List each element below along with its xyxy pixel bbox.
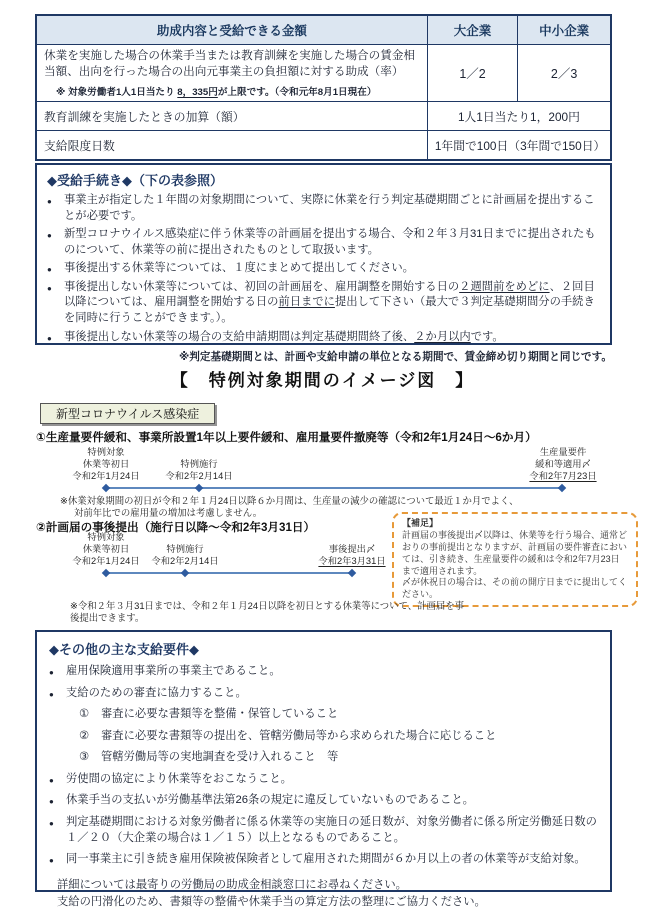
timeline-point-marker xyxy=(348,569,356,577)
procedure-box xyxy=(35,163,612,345)
item-text: 管轄労働局等の実地調査を受け入れること 等 xyxy=(101,751,339,764)
bullet-marker: ① xyxy=(79,708,90,721)
diagram-section1-heading: ①生産量要件緩和、事業所設置1年以上要件緩和、雇用量要件撤廃等（令和2年1月24日～6か月） xyxy=(36,431,537,444)
procedure-bullet xyxy=(47,227,600,258)
payment-limit-label: 支給限度日数 xyxy=(36,131,427,161)
bullet-marker: ● xyxy=(47,197,52,206)
requirement-bullet xyxy=(49,852,598,868)
table-row xyxy=(36,45,611,102)
requirements-bullet-list xyxy=(49,664,598,868)
bullet-marker: ② xyxy=(79,729,90,742)
timeline1-point3-label: 生産量要件 緩和等適用〆 令和2年7月23日 xyxy=(529,446,597,481)
requirement-bullet xyxy=(49,686,598,702)
rate-sme: 2／3 xyxy=(518,45,611,102)
bullet-marker: ● xyxy=(49,819,54,829)
item-text: 休業手当の支払いが労働基準法第26条の規定に違反していないものであること。 xyxy=(66,794,474,807)
bullet-marker: ● xyxy=(49,797,54,807)
requirement-bullet xyxy=(49,664,598,680)
item-text: 同一事業主に引き続き雇用保険被保険者として雇用された期間が６か月以上の者の休業等が支給対象。 xyxy=(66,853,586,866)
col-header-sme: 中小企業 xyxy=(518,15,611,45)
bullet-marker: ● xyxy=(47,265,52,275)
item-text: 事業主が指定した１年間の対象期間について、実際に休業を行う判定基礎期間ごとに計画届を提出することが必要です。 xyxy=(64,194,595,222)
timeline1-point2-label: 特例施行 令和2年2月14日 xyxy=(165,458,233,481)
requirement-bullet xyxy=(49,793,598,809)
timeline2-point1-label: 特例対象 休業等初日 令和2年1月24日 xyxy=(72,531,140,566)
bullet-marker: ● xyxy=(49,668,54,677)
requirement-bullet xyxy=(79,729,598,745)
timeline-point-marker xyxy=(102,569,110,577)
timeline2-point2-label: 特例施行 令和2年2月14日 xyxy=(151,543,219,566)
supplement-text-1: 計画届の事後提出〆以降は、休業等を行う場合、通常どおりの事前提出となりますが、計画届の要件審査においては、引き続き、生産量要件の緩和は令和2年7月23日まで適用されます。 xyxy=(402,529,628,576)
cooperation-note: 支給の円滑化のため、書類等の整備や休業手当の算定方法の整理にご協力ください。 xyxy=(57,895,486,908)
bullet-marker: ● xyxy=(49,689,54,699)
item-text: 労使間の協定により休業等をおこなうこと。 xyxy=(66,772,292,785)
timeline-point-marker xyxy=(558,484,566,492)
subsidy-table xyxy=(35,14,612,161)
rate-large-company: 1／2 xyxy=(427,45,517,102)
table-header-row xyxy=(36,15,611,45)
training-addition-value: 1人1日当たり1，200円 xyxy=(427,102,611,131)
subsidy-rate-label: 休業を実施した場合の休業手当または教育訓練を実施した場合の賃金相当額、出向を行った場合の出向元事業主の負担額に対する助成（率） xyxy=(44,49,416,78)
timeline2-note: ※令和２年３月31日までは、令和２年１月24日以降を初日とする休業等について、計画届を事後提出できます。 xyxy=(70,600,464,624)
item-text: 事後提出する休業等については、１度にまとめて提出してください。 xyxy=(64,262,414,275)
bullet-marker: ● xyxy=(47,283,52,293)
timeline-2 xyxy=(35,531,435,577)
bullet-marker: ③ xyxy=(79,751,90,764)
supplement-box xyxy=(392,512,638,607)
requirement-bullet xyxy=(49,815,598,846)
item-text: 新型コロナウイルス感染症に伴う休業等の計画届を提出する場合、令和２年３月31日までに提出されたものについて、休業等の前に提出されたものとして取扱います。 xyxy=(64,228,596,256)
requirement-bullet xyxy=(79,750,598,766)
timeline2-axis xyxy=(106,572,352,574)
item-text: 審査に必要な書類等を整備・保管していること xyxy=(101,708,339,721)
procedure-bullet xyxy=(47,330,600,346)
contact-note: 詳細については最寄りの労働局の助成金相談窓口にお尋ねください。 xyxy=(57,878,407,891)
item-text: 審査に必要な書類等の提出を、管轄労働局等から求められた場合に応じること xyxy=(101,729,497,742)
training-addition-label: 教育訓練を実施したときの加算（額） xyxy=(36,102,427,131)
requirements-box-title: ◆その他の主な支給要件◆ xyxy=(49,642,199,657)
diagram-section2-heading: ②計画届の事後提出（施行日以降～令和2年3月31日） xyxy=(36,521,316,534)
item-text: 判定基礎期間における対象労働者に係る休業等の実施日の延日数が、対象労働者に係る所定労働延日数の１／２０（大企業の場合は１／１５）以上となるものであること。 xyxy=(66,816,597,844)
payment-limit-value: 1年間で100日（3年間で150日） xyxy=(427,131,611,161)
procedure-box-title: ◆受給手続き◆（下の表参照） xyxy=(47,173,223,188)
col-header-content: 助成内容と受給できる金額 xyxy=(36,15,427,45)
table-row xyxy=(36,102,611,131)
supplement-text-2: 〆が休祝日の場合は、その前の開庁日までに提出してください。 xyxy=(402,577,628,600)
procedure-bullet xyxy=(47,280,600,327)
requirement-bullet xyxy=(79,707,598,723)
timeline-point-marker xyxy=(102,484,110,492)
table-row xyxy=(36,131,611,161)
item-text: 支給のための審査に協力すること。 xyxy=(66,686,247,699)
timeline-1 xyxy=(35,446,612,492)
timeline1-note: ※休業対象期間の初日が令和２年１月24日以降６か月間は、生産量の減少の確認について最近１か月でよく、 対前年比での雇用量の増加は考慮しません。 xyxy=(60,495,519,519)
bullet-marker: ● xyxy=(47,333,52,343)
judgment-period-note: ※判定基礎期間とは、計画や支給申請の単位となる期間で、賃金締め切り期間と同じです。 xyxy=(179,351,612,363)
timeline-point-marker xyxy=(181,569,189,577)
upper-limit-note: ※ 対象労働者1人1日当たり 8，335円が上限です。（令和元年8月1日現在） xyxy=(56,87,377,99)
procedure-bullet-list xyxy=(47,193,600,345)
col-header-large-company: 大企業 xyxy=(427,15,517,45)
requirements-box xyxy=(35,630,612,908)
procedure-bullet xyxy=(47,261,600,277)
procedure-bullet xyxy=(47,193,600,224)
bullet-marker: ● xyxy=(49,856,54,866)
timeline1-point1-label: 特例対象 休業等初日 令和2年1月24日 xyxy=(72,446,140,481)
bullet-marker: ● xyxy=(49,775,54,785)
covid-tag-box: 新型コロナウイルス感染症 xyxy=(40,403,215,424)
timeline2-point3-label: 事後提出〆 令和2年3月31日 xyxy=(318,543,386,566)
item-text: 事後提出しない休業等については、初回の計画届を、雇用調整を開始する日の２週間前をめどに、２回目以降については、雇用調整を開始する日の前日までに提出して下さい（最大で３判定基礎期間分の手続きを同時に行うことができます。）。 xyxy=(64,280,595,325)
diagram-title: 【 特例対象期間のイメージ図 】 xyxy=(170,371,475,390)
timeline-point-marker xyxy=(195,484,203,492)
bullet-marker: ● xyxy=(47,231,52,241)
timeline1-axis xyxy=(106,487,563,489)
requirements-footer xyxy=(49,877,598,911)
item-text: 雇用保険適用事業所の事業主であること。 xyxy=(66,665,281,677)
requirement-bullet xyxy=(49,772,598,788)
supplement-title: 【補足】 xyxy=(402,518,439,528)
item-text: 事後提出しない休業等の場合の支給申請期間は判定基礎期間終了後、２か月以内です。 xyxy=(64,330,504,343)
